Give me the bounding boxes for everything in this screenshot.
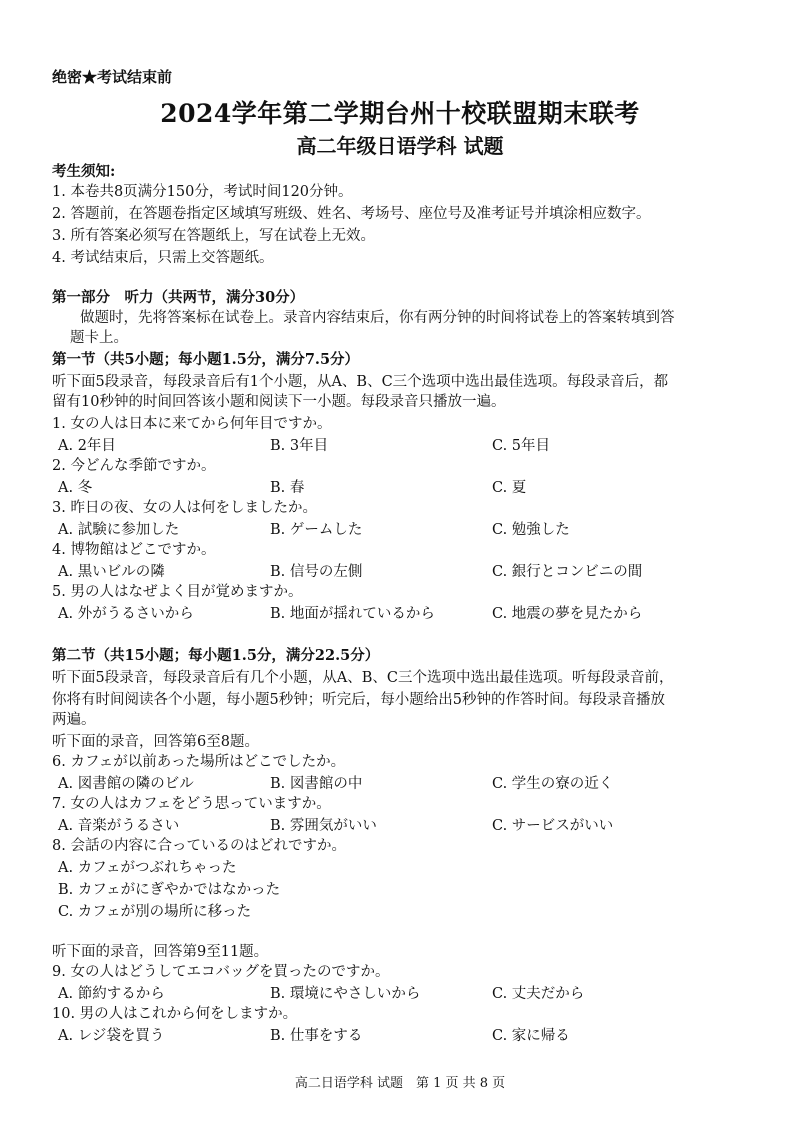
notice-item-2: 2. 答题前，在答题卷指定区域填写班级、姓名、考场号、座位号及准考证号并填涂相应数字。 [52, 206, 651, 222]
option-b: B. 仕事をする [270, 1028, 363, 1044]
part1-heading: 第一部分 听力（共两节，满分30分） [52, 289, 305, 306]
option-c: C. 家に帰る [492, 1028, 570, 1044]
question-9: 9. 女の人はどうしてエコバッグを買ったのですか。 [52, 964, 390, 980]
option-a: A. 図書館の隣のビル [58, 776, 194, 792]
notice-item-1: 1. 本卷共8页满分150分，考试时间120分钟。 [52, 184, 353, 200]
question-9-options [58, 984, 760, 1004]
question-8-option-b: B. カフェがにぎやかではなかった [58, 882, 281, 898]
section2-intro-1: 听下面5段录音，每段录音后有几个小题，从A、B、C三个选项中选出最佳选项。听每段录音前， [52, 670, 674, 686]
notice-item-4: 4. 考试结束后，只需上交答题纸。 [52, 250, 274, 266]
option-c: C. 地震の夢を見たから [492, 606, 643, 622]
part1-intro-1: 做题时，先将答案标在试卷上。录音内容结束后，你有两分钟的时间将试卷上的答案转填到答 [80, 310, 675, 326]
question-2-options [58, 478, 760, 498]
option-c: C. 学生の寮の近く [492, 776, 614, 792]
section2-intro-3: 两遍。 [52, 712, 96, 728]
question-6-options [58, 774, 760, 794]
option-b: B. 春 [270, 480, 305, 496]
option-b: B. 3年目 [270, 438, 329, 454]
group1-prompt: 听下面的录音，回答第6至8题。 [52, 734, 259, 750]
section1-heading: 第一节（共5小题；每小题1.5分，满分7.5分） [52, 351, 360, 368]
section1-intro-2: 留有10秒钟的时间回答该小题和阅读下一小题。每段录音只播放一遍。 [52, 394, 506, 410]
question-10-options [58, 1026, 760, 1046]
question-7-options [58, 816, 760, 836]
option-a: A. 黒いビルの隣 [58, 564, 165, 580]
question-5: 5. 男の人はなぜよく目が覚めますか。 [52, 584, 303, 600]
option-b: B. 図書館の中 [270, 776, 363, 792]
notice-heading: 考生须知: [52, 163, 116, 180]
question-7: 7. 女の人はカフェをどう思っていますか。 [52, 796, 331, 812]
page-footer: 高二日语学科 试题 第 1 页 共 8 页 [294, 1076, 506, 1091]
option-c: C. 銀行とコンビニの間 [492, 564, 643, 580]
question-8-option-c: C. カフェが別の場所に移った [58, 904, 252, 920]
question-10: 10. 男の人はこれから何をしますか。 [52, 1006, 298, 1022]
question-3-options [58, 520, 760, 540]
option-a: A. 外がうるさいから [58, 606, 194, 622]
option-c: C. 夏 [492, 480, 527, 496]
section1-intro-1: 听下面5段录音，每段录音后有1个小题，从A、B、C三个选项中选出最佳选项。每段录音后，都 [52, 374, 669, 390]
question-4-options [58, 562, 760, 582]
question-1-options [58, 436, 760, 456]
question-4: 4. 博物館はどこですか。 [52, 542, 216, 558]
option-b: B. 信号の左側 [270, 564, 363, 580]
option-c: C. サービスがいい [492, 818, 614, 834]
option-c: C. 勉強した [492, 522, 570, 538]
exam-title: 2024学年第二学期台州十校联盟期末联考 [160, 99, 640, 128]
option-a: A. 試験に参加した [58, 522, 180, 538]
option-b: B. ゲームした [270, 522, 363, 538]
option-b: B. 地面が揺れているから [270, 606, 435, 622]
question-8-option-a: A. カフェがつぶれちゃった [58, 860, 237, 876]
notice-item-3: 3. 所有答案必须写在答题纸上，写在试卷上无效。 [52, 228, 375, 244]
confidential-mark: 绝密★考试结束前 [52, 68, 173, 86]
question-5-options [58, 604, 760, 624]
option-a: A. レジ袋を買う [58, 1028, 165, 1044]
option-b: B. 環境にやさしいから [270, 986, 421, 1002]
section2-intro-2: 你将有时间阅读各个小题，每小题5秒钟；听完后，每小题给出5秒钟的作答时间。每段录音播放 [52, 692, 665, 708]
option-c: C. 丈夫だから [492, 986, 585, 1002]
part1-intro-2: 题卡上。 [70, 330, 128, 346]
option-a: A. 節約するから [58, 986, 165, 1002]
question-8: 8. 会話の内容に合っているのはどれですか。 [52, 838, 346, 854]
question-1: 1. 女の人は日本に来てから何年目ですか。 [52, 416, 332, 432]
group2-prompt: 听下面的录音，回答第9至11题。 [52, 944, 269, 960]
question-3: 3. 昨日の夜、女の人は何をしましたか。 [52, 500, 317, 516]
section2-heading: 第二节（共15小题；每小题1.5分，满分22.5分） [52, 647, 380, 664]
option-a: A. 音楽がうるさい [58, 818, 180, 834]
question-2: 2. 今どんな季節ですか。 [52, 458, 216, 474]
exam-subtitle: 高二年级日语学科 试题 [296, 134, 504, 158]
option-c: C. 5年目 [492, 438, 551, 454]
question-6: 6. カフェが以前あった場所はどこでしたか。 [52, 754, 346, 770]
option-a: A. 2年目 [58, 438, 116, 454]
option-a: A. 冬 [58, 480, 93, 496]
option-b: B. 雰囲気がいい [270, 818, 377, 834]
